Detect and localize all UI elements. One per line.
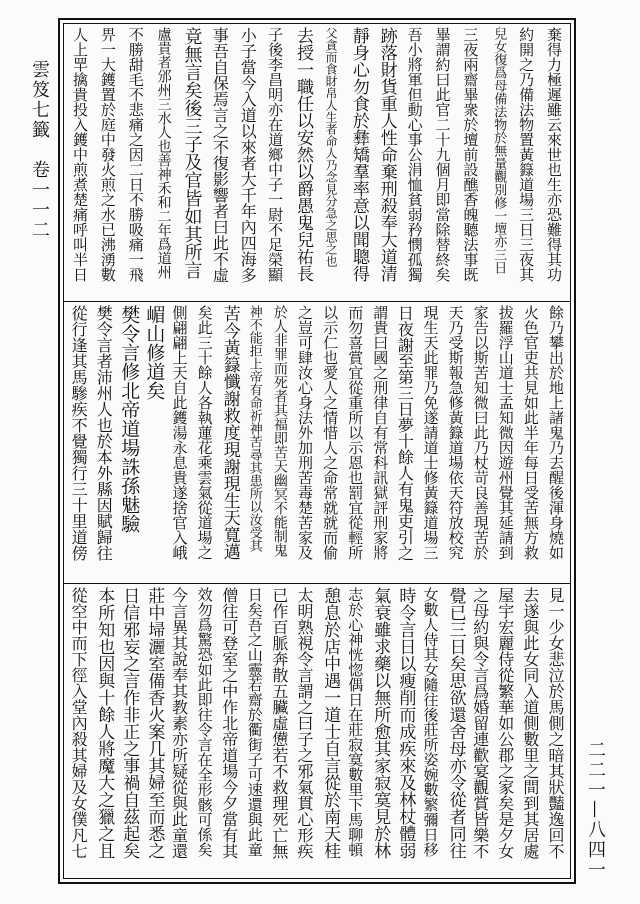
- text-column: 天乃受斯報急修黃籙道場依天符放校究: [446, 305, 465, 560]
- text-column: 棄得力極遲雖云來世也生亦恐難得其功: [545, 27, 564, 282]
- text-column: 氣衰雖求藥以無所愈其家寂寞見於林: [370, 587, 391, 859]
- text-column: 本所知也因與十餘人將魔大之獵之且: [94, 587, 115, 859]
- text-column: 日矣吾之山靈若齋於衢街子可速還與此童: [245, 587, 264, 857]
- text-column: 父貪而食財帛人生者命人乃念見分急之思之也: [323, 27, 338, 267]
- text-column: 家告以斯苦知微曰此乃杖苛良善現苦於: [471, 305, 490, 560]
- text-column: 小子當今入道以來者大千年內四海多: [238, 27, 258, 283]
- margin-page-number-right: 二二一—八四一: [585, 740, 606, 880]
- text-column: 日夜謝至第三日夢十餘人有鬼吏引之: [395, 305, 415, 561]
- text-column: 拔羅浮山道士孟知微因遊州覺其延請到: [496, 305, 515, 560]
- text-column: 時令言日以瘦削而成疾來及林杖體弱: [395, 587, 416, 859]
- text-column: 苦今黃籙懺謝救度現謝現生天寬邁: [219, 305, 240, 560]
- text-column: 謂貴曰國之刑律自有常科訊獄評刑家將: [371, 305, 390, 560]
- text-column: 僧往可登室之中作北帝道場今夕當有其: [219, 587, 239, 859]
- section-divider-1: [63, 301, 571, 302]
- text-column: 子後李昌明亦在道鄉中子一尉不足榮顯: [266, 27, 285, 282]
- text-column: 人上䍐擒貴投入鑊中煎煮楚痛呼叫半日: [70, 27, 89, 282]
- text-column: 從空中而下徑入堂內殺其婦及女僕凡七: [69, 587, 89, 859]
- text-column: 火色官吏共見如此半年每日受苦無方救: [521, 305, 540, 560]
- text-column: 效勿爲驚恐如此即往令言在全形骸可係矣: [195, 587, 214, 857]
- text-column: 莊中埽灑室備香火案几其婦至而悉之: [144, 587, 165, 859]
- text-column: 今言異其說奉其教素亦所疑從與此童還: [169, 587, 189, 859]
- text-column: 志於心神恍惚偶日在莊寂寞數里下馬聊頓: [346, 587, 365, 857]
- text-column: 畢謂約曰此官二十九個月即當除替終矣: [433, 27, 452, 282]
- text-column: 樊令言者沛州人也於本外縣因賦歸往: [94, 305, 114, 561]
- margin-title-left: 雲笈七籤 卷一一二: [29, 60, 50, 240]
- text-column: 盧貴者邠州三水人也善神禾和二年爲道州: [155, 27, 172, 279]
- text-column: 側翩翩上天自此鑊湯永息貴遂捨官入峨: [170, 305, 189, 560]
- text-column: 憩息於店中遇一道士自言從於南天桂: [320, 587, 341, 859]
- text-column: 覺已三日矣思欲還舍母亦令從者同往: [445, 587, 466, 859]
- text-column: 餘乃攀出於地上諸鬼乃去醒後渾身燒如: [546, 305, 565, 560]
- text-column: 竟無言矣後三子及官皆如其所言: [181, 27, 203, 279]
- text-column: 畀一大鑊置於庭中發火煎之水已沸湧數: [98, 27, 117, 282]
- text-column: 事吾自保焉言之不復影響者曰此不虛: [210, 27, 230, 283]
- text-column: 三夜兩齋畢衆於壇前設醮香魄聽法事既: [461, 27, 480, 282]
- text-column: 吾小將軍但動心事公涓恤貧弱矜憫孤獨: [405, 27, 424, 282]
- text-column: 去遂與此女同入道側數里之間到其居處: [520, 587, 540, 859]
- text-column: 之母約與令言爲婚留連歡宴觀賞皆樂不: [470, 587, 490, 859]
- text-column: 以示仁也愛人之情惜人之命常就就而偷: [321, 305, 340, 560]
- text-column: 見一少女悲泣於馬側之暗其狀豔逸回不: [545, 587, 565, 859]
- text-column: 矣此三十餘人各執蓮花乘雲氣從道場之: [195, 305, 214, 560]
- text-column: 之豈可肆汝心身法外加刑苦毒楚苦家及: [295, 305, 314, 560]
- section-divider-2: [63, 583, 571, 584]
- text-column: 太明熟視令言謂之曰子之邪氣貫心形疾: [294, 587, 314, 859]
- text-column: 嵋山修道矣: [143, 305, 166, 400]
- text-column: 從行逢其馬驂疾不覺獨行三十里道傍: [69, 305, 89, 561]
- text-column: 而勿喜賞宜從重所以示恩也罰宜從輕所: [346, 305, 365, 560]
- text-column: 現生天此罪乃免遂請道士修黃籙道場三: [421, 305, 440, 560]
- text-column: 靜身心勿食於彝矯羣率意以聞聰得: [348, 27, 369, 282]
- text-column: 屋宇宏麗侍從繁華如公郡之家矣是夕女: [495, 587, 515, 859]
- text-column: 去授一職任以安然以爵愚鬼兒祐長: [293, 27, 314, 282]
- text-column: 不勝甜毛不悲痛之因二日不勝吸痛一飛: [126, 27, 145, 282]
- text-column: 跡落財貨重人性命棄刑殺奉大道清: [376, 27, 397, 282]
- text-column: 神不能拒上帝有命祈神苦尋其患所以汝受其: [246, 305, 262, 552]
- text-column: 於人非罪而死者其福即苦天幽冥不能制鬼: [271, 305, 288, 557]
- text-column: 女數人侍其女隨往後莊所姿婉數繁彌日移: [421, 587, 440, 857]
- text-column: 已作百脈奔散五臟虛憊若不救理死亡無: [269, 587, 289, 859]
- text-column: 樊令言修北帝道場誅孫魅驗: [118, 305, 141, 533]
- text-column: 日信邪妄之言作非正之事禍自茲起矣: [119, 587, 140, 859]
- text-column: 約開之乃備法物置黃籙道場三日三夜其: [517, 27, 536, 282]
- text-column: 兒女復爲母備法物於無量觀別修一壇亦三日: [491, 27, 507, 274]
